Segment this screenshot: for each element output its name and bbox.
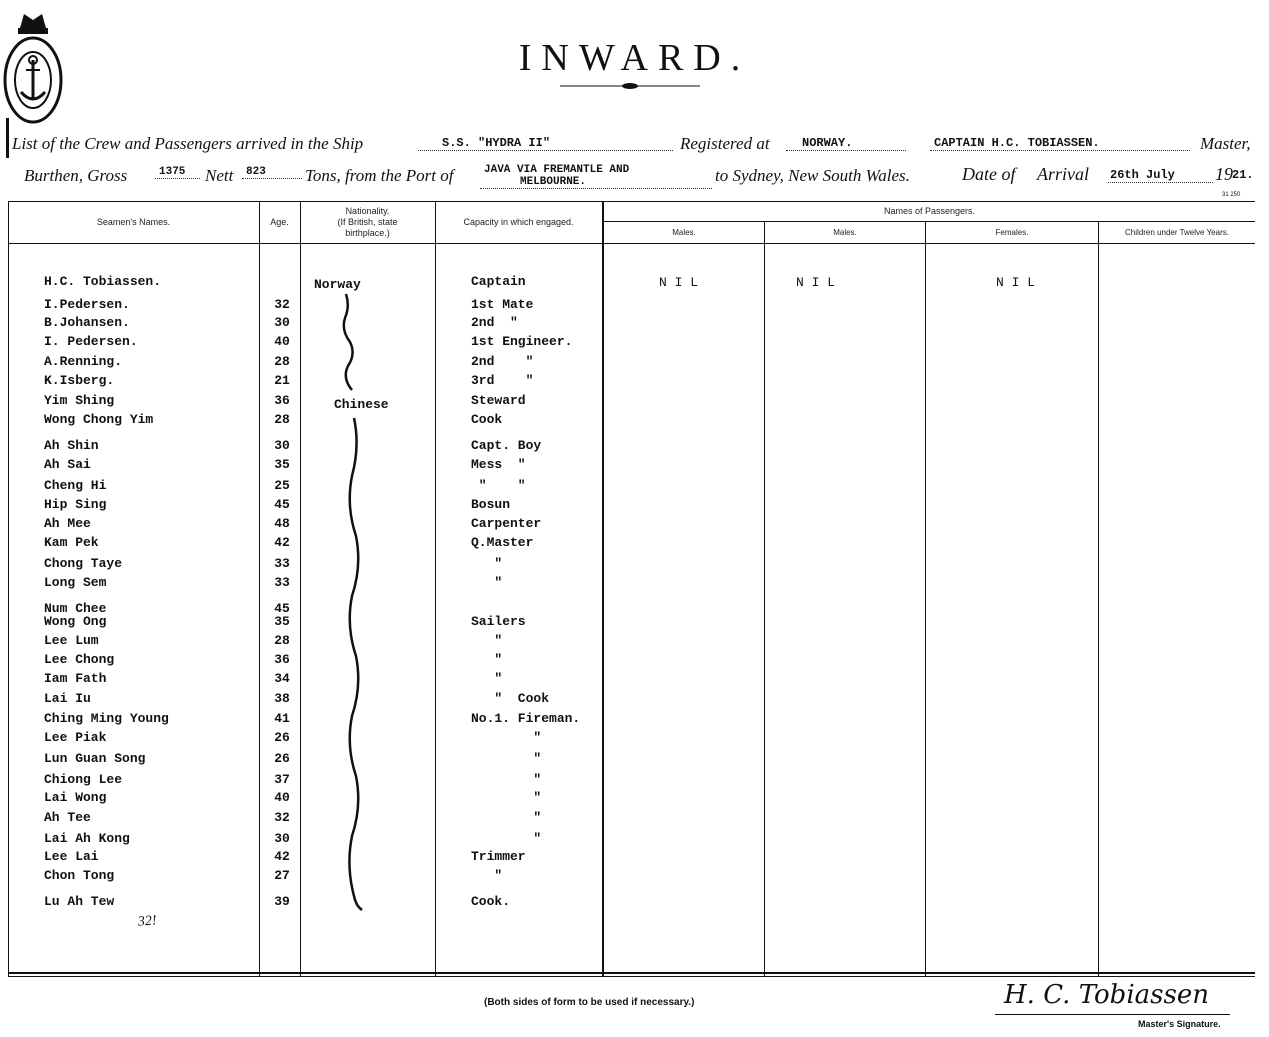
ship-name: S.S. "HYDRA II" — [418, 136, 673, 151]
crew-age: 40 — [274, 334, 290, 349]
crew-name: Ah Mee — [44, 516, 91, 531]
crew-age: 32 — [274, 297, 290, 312]
form-number: 31 250 — [1222, 192, 1241, 198]
crew-capacity: Bosun — [471, 497, 511, 512]
header-nationality-note: (If British, state — [337, 217, 398, 227]
date-value: 26th July — [1108, 168, 1213, 183]
table-row — [0, 457, 1269, 475]
crew-age: 26 — [274, 751, 290, 766]
crew-age: 28 — [274, 354, 290, 369]
crew-name: Yim Shing — [44, 393, 115, 408]
crew-age: 30 — [274, 831, 290, 846]
crew-name: Lai Iu — [44, 691, 91, 706]
table-row — [0, 297, 1269, 315]
crew-capacity: " — [471, 575, 503, 590]
crew-age: 27 — [274, 868, 290, 883]
crew-name: Wong Ong — [44, 614, 107, 629]
port-value-line2: MELBOURNE. — [480, 176, 712, 189]
crew-capacity: 3rd " — [471, 373, 534, 388]
table-row — [0, 868, 1269, 886]
year-prefix: 19 — [1215, 164, 1233, 184]
table-row — [0, 334, 1269, 352]
crew-name: A.Renning. — [44, 354, 123, 369]
crew-name: Lee Piak — [44, 730, 107, 745]
crew-capacity: Carpenter — [471, 516, 542, 531]
crew-capacity: " Cook — [471, 691, 550, 706]
crew-age: 30 — [274, 315, 290, 330]
crew-capacity: Steward — [471, 393, 526, 408]
crew-capacity: " — [471, 772, 542, 787]
list-label: List of the Crew and Passengers arrived in the Ship — [12, 134, 364, 153]
table-row — [0, 751, 1269, 769]
crew-name: Cheng Hi — [44, 478, 107, 493]
year-value: 21. — [1232, 168, 1254, 182]
crew-capacity: " " — [471, 478, 526, 493]
header-passengers: Names of Passengers. — [883, 206, 976, 216]
crew-age: 21 — [274, 373, 290, 388]
header-females: Females. — [995, 228, 1029, 237]
crew-capacity: " — [471, 751, 542, 766]
crew-age: 33 — [274, 556, 290, 571]
crew-name: K.Isberg. — [44, 373, 115, 388]
crew-name: Iam Fath — [44, 671, 107, 686]
crew-name: Ah Shin — [44, 438, 99, 453]
nett-label: Nett — [205, 166, 234, 185]
table-row — [0, 831, 1269, 849]
table-row — [0, 497, 1269, 515]
registered-value: NORWAY. — [786, 136, 906, 151]
header-nationality: Nationality. — [345, 206, 390, 216]
crew-name: Lu Ah Tew — [44, 894, 115, 909]
table-row — [0, 730, 1269, 748]
crew-age: 48 — [274, 516, 290, 531]
footer-note: (Both sides of form to be used if necessary.) — [484, 997, 695, 1008]
header-males-1: Males. — [672, 228, 696, 237]
table-row — [0, 393, 1269, 411]
nationality-norway: Norway — [314, 277, 361, 292]
crew-capacity: 2nd " — [471, 354, 534, 369]
signature-label: Master's Signature. — [1138, 1019, 1221, 1029]
table-bottom-rule — [8, 972, 1255, 974]
crew-name: Kam Pek — [44, 535, 99, 550]
registered-label: Registered at — [680, 134, 770, 153]
header-children: Children under Twelve Years. — [1125, 228, 1229, 237]
table-row — [0, 315, 1269, 333]
table-row — [0, 633, 1269, 651]
form-title: INWARD. — [518, 37, 751, 79]
crew-age: 40 — [274, 790, 290, 805]
crew-name: Lee Chong — [44, 652, 115, 667]
table-row — [0, 790, 1269, 808]
crew-age: 38 — [274, 691, 290, 706]
left-margin-bar — [6, 118, 9, 158]
table-row — [0, 652, 1269, 670]
crew-name: Chiong Lee — [44, 772, 123, 787]
crew-age: 26 — [274, 730, 290, 745]
pencil-count-note: 32! — [137, 913, 158, 930]
table-row — [0, 274, 1269, 292]
crew-age: 33 — [274, 575, 290, 590]
crew-capacity: " — [471, 831, 542, 846]
crew-name: Ah Sai — [44, 457, 91, 472]
crew-name: Chon Tong — [44, 868, 115, 883]
crew-capacity: Cook. — [471, 894, 511, 909]
passengers-females-nil: N I L — [996, 275, 1036, 290]
table-row — [0, 556, 1269, 574]
crew-capacity: Sailers — [471, 614, 526, 629]
table-row — [0, 478, 1269, 496]
crew-capacity: " — [471, 652, 503, 667]
crew-name: H.C. Tobiassen. — [44, 274, 162, 289]
table-bottom-rule-2 — [8, 976, 1255, 977]
crew-age: 45 — [274, 497, 290, 512]
crew-age: 25 — [274, 478, 290, 493]
crew-capacity: 1st Mate — [471, 297, 534, 312]
crew-capacity: " — [471, 790, 542, 805]
title-ornament — [560, 78, 700, 88]
table-row — [0, 671, 1269, 689]
crew-age: 28 — [274, 412, 290, 427]
table-row — [0, 438, 1269, 456]
gross-value: 1375 — [155, 166, 200, 179]
table-row — [0, 810, 1269, 828]
crew-name: Long Sem — [44, 575, 107, 590]
table-row — [0, 535, 1269, 553]
crew-name: I.Pedersen. — [44, 297, 130, 312]
table-row — [0, 772, 1269, 790]
nationality-chinese: Chinese — [334, 397, 389, 412]
table-row — [0, 691, 1269, 709]
crew-capacity: " — [471, 730, 542, 745]
header-males-2: Males. — [833, 228, 857, 237]
crew-capacity: Q.Master — [471, 535, 534, 550]
table-top-rule — [8, 201, 1255, 202]
crew-capacity: 2nd " — [471, 315, 518, 330]
crew-name: I. Pedersen. — [44, 334, 138, 349]
crew-capacity: No.1. Fireman. — [471, 711, 581, 726]
table-row — [0, 354, 1269, 372]
crew-age: 37 — [274, 772, 290, 787]
passengers-males-nil: N I L — [659, 275, 699, 290]
crew-age: 42 — [274, 535, 290, 550]
header-bottom-rule — [8, 243, 1255, 244]
tons-label: Tons, from the Port of — [305, 166, 454, 185]
master-signature: H. C. Tobiassen — [1004, 980, 1209, 1010]
crew-name: Wong Chong Yim — [44, 412, 154, 427]
crew-capacity: " — [471, 556, 503, 571]
table-row — [0, 614, 1269, 632]
crew-age: 34 — [274, 671, 290, 686]
crew-name: Lee Lai — [44, 849, 99, 864]
crew-age: 30 — [274, 438, 290, 453]
header-seamen: Seamen's Names. — [96, 217, 171, 227]
crew-name: Ah Tee — [44, 810, 91, 825]
crew-name: Num Chee — [44, 601, 107, 616]
header-age: Age. — [270, 217, 289, 227]
arrival-label: Arrival — [1037, 164, 1089, 184]
crew-name: Lun Guan Song — [44, 751, 146, 766]
crew-name: Chong Taye — [44, 556, 123, 571]
signature-line — [995, 1014, 1230, 1015]
table-row — [0, 711, 1269, 729]
table-row — [0, 575, 1269, 593]
master-label: Master, — [1200, 134, 1251, 153]
crew-age: 36 — [274, 393, 290, 408]
nett-value: 823 — [242, 166, 302, 179]
crew-capacity: " — [471, 810, 542, 825]
crew-age: 42 — [274, 849, 290, 864]
crew-capacity: " — [471, 633, 503, 648]
crew-age: 36 — [274, 652, 290, 667]
crew-age: 28 — [274, 633, 290, 648]
table-row — [0, 412, 1269, 430]
crew-capacity: Capt. Boy — [471, 438, 542, 453]
crew-capacity: " — [471, 868, 503, 883]
crew-age: 45 — [274, 601, 290, 616]
header-capacity: Capacity in which engaged. — [463, 217, 574, 227]
crew-capacity: Cook — [471, 412, 503, 427]
crew-name: Lai Wong — [44, 790, 107, 805]
table-row — [0, 849, 1269, 867]
crew-age: 32 — [274, 810, 290, 825]
crew-name: Lai Ah Kong — [44, 831, 130, 846]
crew-age: 35 — [274, 614, 290, 629]
captain-value: CAPTAIN H.C. TOBIASSEN. — [930, 136, 1190, 151]
crew-name: Ching Ming Young — [44, 711, 169, 726]
crew-age: 35 — [274, 457, 290, 472]
table-row — [0, 373, 1269, 391]
crew-name: Hip Sing — [44, 497, 107, 512]
crew-age: 41 — [274, 711, 290, 726]
crew-capacity: Captain — [471, 274, 526, 289]
passengers-males2-nil: N I L — [796, 275, 836, 290]
crew-age: 39 — [274, 894, 290, 909]
passenger-header-rule — [604, 221, 1255, 222]
table-row — [0, 516, 1269, 534]
port-value-line1: JAVA VIA FREMANTLE AND — [484, 164, 630, 176]
crew-capacity: Mess " — [471, 457, 526, 472]
burthen-label: Burthen, Gross — [24, 166, 128, 185]
crew-name: B.Johansen. — [44, 315, 130, 330]
crew-name: Lee Lum — [44, 633, 99, 648]
table-row — [0, 894, 1269, 912]
date-label: Date of — [962, 164, 1016, 184]
header-nationality-note-2: birthplace.) — [345, 228, 390, 238]
crew-capacity: Trimmer — [471, 849, 526, 864]
crew-capacity: " — [471, 671, 503, 686]
to-sydney-label: to Sydney, New South Wales. — [715, 166, 910, 185]
crew-capacity: 1st Engineer. — [471, 334, 573, 349]
